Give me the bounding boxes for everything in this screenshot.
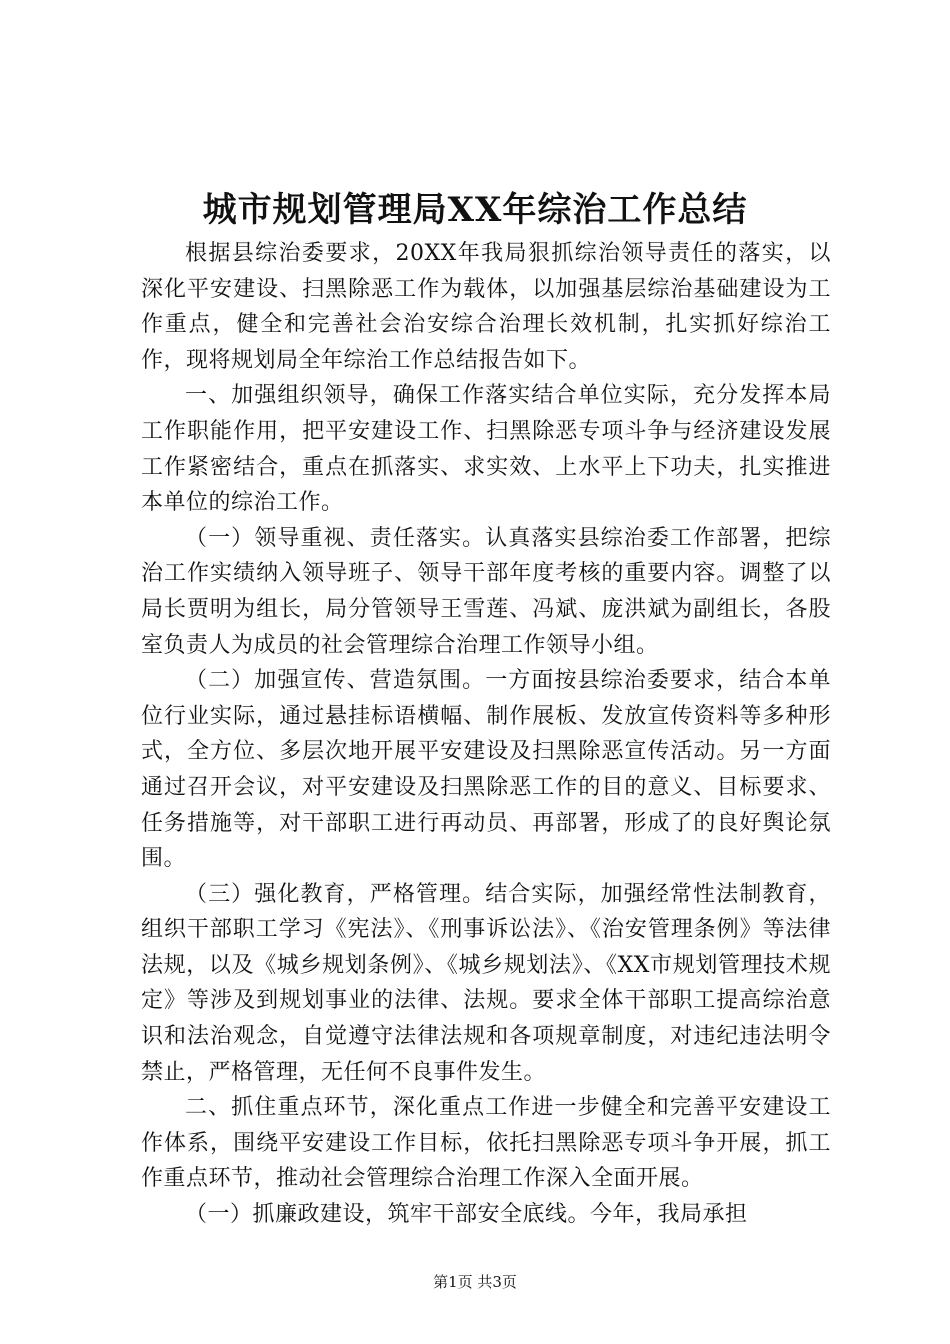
paragraph-section-2-item-1: （一）抓廉政建设，筑牢干部安全底线。今年，我局承担 — [185, 1202, 748, 1228]
paragraph-section-1-item-1: （一）领导重视、责任落实。认真落实县综治委工作部署，把综治工作实绩纳入领导班子、领导干部年度考核的重要内容。调整了以局长贾明为组长，局分管领导王雪莲、冯斌、庞洪斌为副组长，各股室负责人为成员的社会管理综合治理工作领导小组。 — [141, 525, 831, 658]
paragraph-section-1-item-2: （二）加强宣传、营造氛围。一方面按县综治委要求，结合本单位行业实际，通过悬挂标语横幅、制作展板、发放宣传资料等多种形式，全方位、多层次地开展平安建设及扫黑除恶宣传活动。另一方面通过召开会议，对平安建设及扫黑除恶工作的目的意义、目标要求、任务措施等，对干部职工进行再动员、再部署，形成了的良好舆论氛围。 — [141, 668, 831, 872]
paragraph-section-1: 一、加强组织领导，确保工作落实结合单位实际，充分发挥本局工作职能作用，把平安建设工作、扫黑除恶专项斗争与经济建设发展工作紧密结合，重点在抓落实、求实效、上水平上下功夫，扎实推进本单位的综治工作。 — [141, 383, 831, 516]
paragraph-section-1-item-3: （三）强化教育，严格管理。结合实际，加强经常性法制教育，组织干部职工学习《宪法》、《刑事诉讼法》、《治安管理条例》等法律法规，以及《城乡规划条例》、《城乡规划法》、《XX市规划管理技术规定》等涉及到规划事业的法律、法规。要求全体干部职工提高综治意识和法治观念，自觉遵守法律法规和各项规章制度，对违纪违法明令禁止，严格管理，无任何不良事件发生。 — [141, 881, 831, 1085]
page-footer: 第1页 共3页 — [433, 1273, 517, 1291]
paragraph-section-2: 二、抓住重点环节，深化重点工作进一步健全和完善平安建设工作体系，围绕平安建设工作目标，依托扫黑除恶专项斗争开展，抓工作重点环节，推动社会管理综合治理工作深入全面开展。 — [141, 1095, 831, 1192]
document-body — [141, 236, 831, 1233]
paragraph-intro: 根据县综治委要求，20XX年我局狠抓综治领导责任的落实，以深化平安建设、扫黑除恶工作为载体，以加强基层综治基础建设为工作重点，健全和完善社会治安综合治理长效机制，扎实抓好综治工作，现将规划局全年综治工作总结报告如下。 — [141, 241, 831, 373]
document-title: 城市规划管理局XX年综治工作总结 — [202, 190, 748, 230]
